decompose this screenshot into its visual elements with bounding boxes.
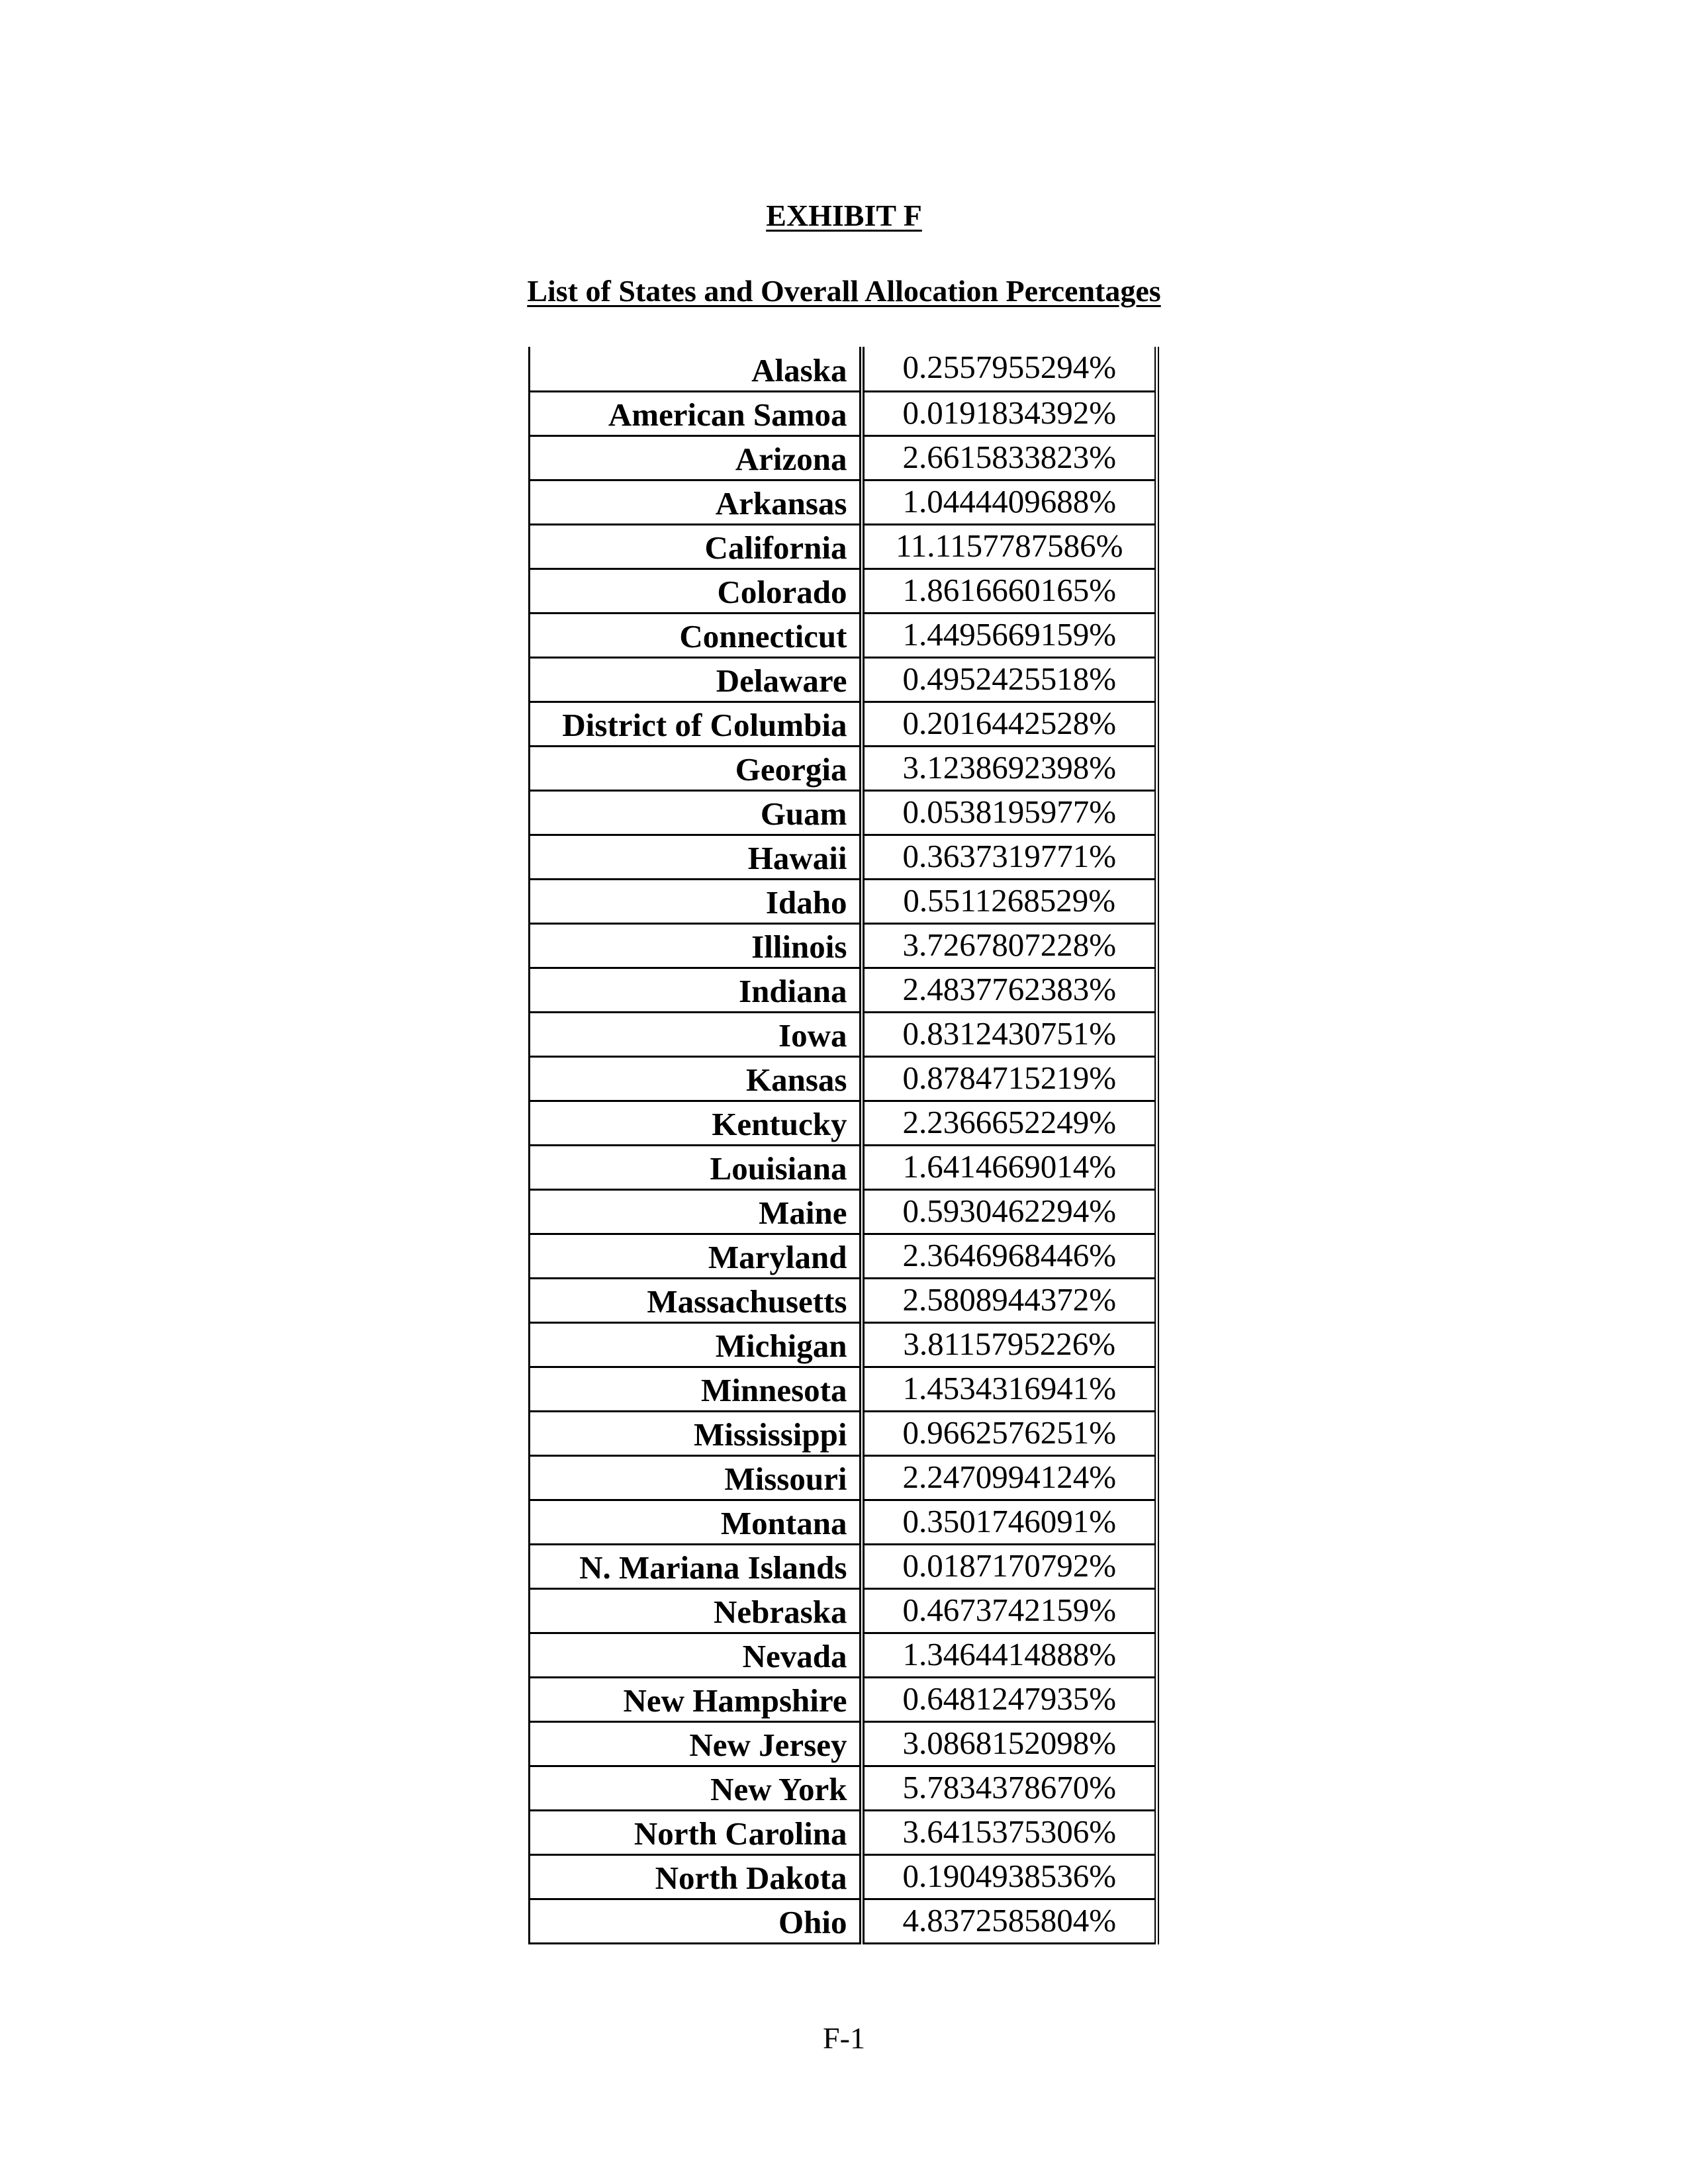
state-name-cell: Georgia xyxy=(530,746,862,790)
state-name-cell: Kansas xyxy=(530,1056,862,1101)
allocation-percentage-cell: 0.0538195977% xyxy=(862,790,1157,835)
allocation-table xyxy=(528,347,1159,1944)
allocation-percentage-cell: 3.7267807228% xyxy=(862,923,1157,968)
table-row xyxy=(530,879,1157,923)
allocation-percentage-cell: 2.2366652249% xyxy=(862,1101,1157,1145)
state-name-cell: Kentucky xyxy=(530,1101,862,1145)
allocation-percentage-cell: 0.9662576251% xyxy=(862,1411,1157,1455)
allocation-percentage-cell: 0.8784715219% xyxy=(862,1056,1157,1101)
allocation-percentage-cell: 2.5808944372% xyxy=(862,1278,1157,1322)
allocation-percentage-cell: 0.4952425518% xyxy=(862,657,1157,702)
state-name-cell: Indiana xyxy=(530,968,862,1012)
allocation-percentage-cell: 0.2016442528% xyxy=(862,702,1157,746)
state-name-cell: New York xyxy=(530,1766,862,1810)
table-row xyxy=(530,1721,1157,1766)
state-name-cell: Arkansas xyxy=(530,480,862,524)
allocation-percentage-cell: 1.8616660165% xyxy=(862,569,1157,613)
allocation-percentage-cell: 0.3501746091% xyxy=(862,1500,1157,1544)
table-row xyxy=(530,746,1157,790)
allocation-percentage-cell: 0.0191834392% xyxy=(862,391,1157,435)
allocation-percentage-cell: 4.8372585804% xyxy=(862,1899,1157,1943)
allocation-percentage-cell: 1.4534316941% xyxy=(862,1367,1157,1411)
state-name-cell: North Dakota xyxy=(530,1854,862,1899)
allocation-table-body xyxy=(530,347,1157,1943)
table-row xyxy=(530,1322,1157,1367)
table-row xyxy=(530,569,1157,613)
state-name-cell: Mississippi xyxy=(530,1411,862,1455)
state-name-cell: American Samoa xyxy=(530,391,862,435)
allocation-percentage-cell: 0.4673742159% xyxy=(862,1588,1157,1633)
allocation-percentage-cell: 1.0444409688% xyxy=(862,480,1157,524)
state-name-cell: Colorado xyxy=(530,569,862,613)
allocation-percentage-cell: 5.7834378670% xyxy=(862,1766,1157,1810)
table-row xyxy=(530,347,1157,391)
state-name-cell: New Hampshire xyxy=(530,1677,862,1721)
allocation-percentage-cell: 2.2470994124% xyxy=(862,1455,1157,1500)
allocation-percentage-cell: 0.0187170792% xyxy=(862,1544,1157,1588)
table-row xyxy=(530,391,1157,435)
table-row xyxy=(530,968,1157,1012)
state-name-cell: Montana xyxy=(530,1500,862,1544)
allocation-percentage-cell: 2.6615833823% xyxy=(862,435,1157,480)
table-row xyxy=(530,1766,1157,1810)
state-name-cell: Nevada xyxy=(530,1633,862,1677)
state-name-cell: Connecticut xyxy=(530,613,862,657)
table-row xyxy=(530,613,1157,657)
state-name-cell: Maryland xyxy=(530,1234,862,1278)
table-row xyxy=(530,1810,1157,1854)
table-row xyxy=(530,1588,1157,1633)
table-row xyxy=(530,1633,1157,1677)
allocation-percentage-cell: 2.4837762383% xyxy=(862,968,1157,1012)
state-name-cell: New Jersey xyxy=(530,1721,862,1766)
table-row xyxy=(530,1101,1157,1145)
allocation-percentage-cell: 3.0868152098% xyxy=(862,1721,1157,1766)
table-row xyxy=(530,1411,1157,1455)
table-row xyxy=(530,1500,1157,1544)
allocation-percentage-cell: 1.4495669159% xyxy=(862,613,1157,657)
state-name-cell: Iowa xyxy=(530,1012,862,1056)
state-name-cell: Maine xyxy=(530,1189,862,1234)
state-name-cell: Michigan xyxy=(530,1322,862,1367)
state-name-cell: Hawaii xyxy=(530,835,862,879)
allocation-percentage-cell: 0.1904938536% xyxy=(862,1854,1157,1899)
allocation-percentage-cell: 0.5930462294% xyxy=(862,1189,1157,1234)
state-name-cell: Illinois xyxy=(530,923,862,968)
state-name-cell: California xyxy=(530,524,862,569)
allocation-percentage-cell: 3.1238692398% xyxy=(862,746,1157,790)
allocation-percentage-cell: 0.6481247935% xyxy=(862,1677,1157,1721)
allocation-percentage-cell: 0.3637319771% xyxy=(862,835,1157,879)
state-name-cell: District of Columbia xyxy=(530,702,862,746)
allocation-percentage-cell: 11.1157787586% xyxy=(862,524,1157,569)
allocation-percentage-cell: 1.6414669014% xyxy=(862,1145,1157,1189)
state-name-cell: Delaware xyxy=(530,657,862,702)
table-row xyxy=(530,1278,1157,1322)
table-row xyxy=(530,1145,1157,1189)
table-row xyxy=(530,1455,1157,1500)
exhibit-title: EXHIBIT F xyxy=(766,199,922,232)
table-row xyxy=(530,1367,1157,1411)
allocation-percentage-cell: 2.3646968446% xyxy=(862,1234,1157,1278)
state-name-cell: Minnesota xyxy=(530,1367,862,1411)
state-name-cell: Alaska xyxy=(530,347,862,391)
table-row xyxy=(530,1012,1157,1056)
state-name-cell: Massachusetts xyxy=(530,1278,862,1322)
allocation-percentage-cell: 0.5511268529% xyxy=(862,879,1157,923)
table-row xyxy=(530,1544,1157,1588)
table-row xyxy=(530,1234,1157,1278)
exhibit-subtitle: List of States and Overall Allocation Percentages xyxy=(527,274,1161,308)
state-name-cell: Nebraska xyxy=(530,1588,862,1633)
table-row xyxy=(530,835,1157,879)
table-row xyxy=(530,1056,1157,1101)
allocation-percentage-cell: 0.2557955294% xyxy=(862,347,1157,391)
page-number: F-1 xyxy=(823,2021,865,2055)
state-name-cell: Guam xyxy=(530,790,862,835)
allocation-percentage-cell: 3.6415375306% xyxy=(862,1810,1157,1854)
table-row xyxy=(530,657,1157,702)
state-name-cell: North Carolina xyxy=(530,1810,862,1854)
state-name-cell: N. Mariana Islands xyxy=(530,1544,862,1588)
allocation-percentage-cell: 1.3464414888% xyxy=(862,1633,1157,1677)
table-row xyxy=(530,1189,1157,1234)
state-name-cell: Louisiana xyxy=(530,1145,862,1189)
state-name-cell: Idaho xyxy=(530,879,862,923)
table-row xyxy=(530,1677,1157,1721)
table-row xyxy=(530,1899,1157,1943)
table-row xyxy=(530,524,1157,569)
state-name-cell: Arizona xyxy=(530,435,862,480)
table-row xyxy=(530,923,1157,968)
state-name-cell: Missouri xyxy=(530,1455,862,1500)
table-row xyxy=(530,702,1157,746)
table-row xyxy=(530,480,1157,524)
allocation-percentage-cell: 0.8312430751% xyxy=(862,1012,1157,1056)
table-row xyxy=(530,435,1157,480)
table-row xyxy=(530,790,1157,835)
table-row xyxy=(530,1854,1157,1899)
allocation-percentage-cell: 3.8115795226% xyxy=(862,1322,1157,1367)
state-name-cell: Ohio xyxy=(530,1899,862,1943)
